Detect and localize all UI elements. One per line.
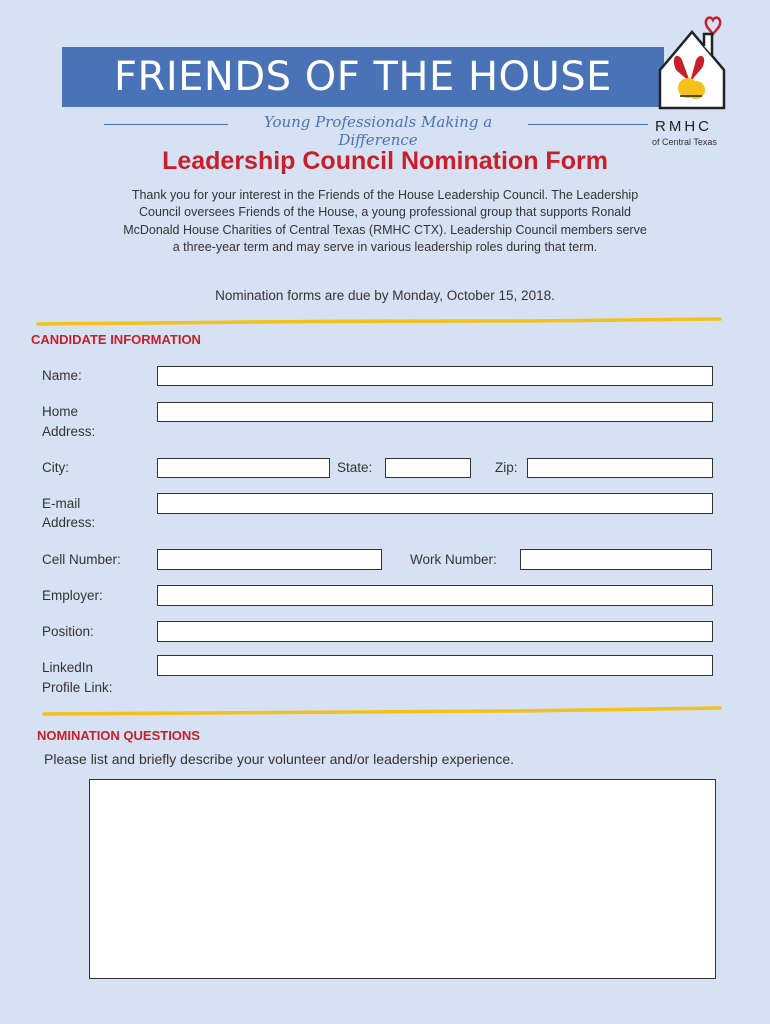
- work-number-input[interactable]: [520, 549, 712, 570]
- questions-section-heading: NOMINATION QUESTIONS: [37, 728, 200, 743]
- form-title: Leadership Council Nomination Form: [162, 147, 608, 175]
- city-label: City:: [42, 460, 69, 475]
- cell-number-label: Cell Number:: [42, 552, 121, 567]
- email-label: E-mail: [42, 496, 81, 511]
- tagline-rule-right: [528, 124, 648, 125]
- email-input[interactable]: [157, 493, 713, 514]
- position-label: Position:: [42, 624, 94, 639]
- name-input[interactable]: [157, 366, 713, 386]
- question-1-answer-box[interactable]: [89, 779, 716, 979]
- name-label: Name:: [42, 368, 82, 383]
- home-label: Home: [42, 404, 79, 419]
- tagline: Young Professionals Making a Difference: [263, 113, 493, 149]
- work-number-label: Work Number:: [410, 552, 497, 567]
- state-input[interactable]: [385, 458, 471, 478]
- zip-input[interactable]: [527, 458, 713, 478]
- employer-label: Employer:: [42, 588, 103, 603]
- linkedin-label: LinkedIn: [42, 660, 94, 675]
- city-input[interactable]: [157, 458, 330, 478]
- divider-stroke: [36, 316, 722, 328]
- state-label: State:: [337, 460, 373, 475]
- rmhc-logo-subtext: of Central Texas: [652, 137, 717, 147]
- profile-link-label: Profile Link:: [42, 680, 113, 695]
- due-date-note: Nomination forms are due by Monday, October 15, 2018.: [215, 288, 555, 303]
- candidate-section-heading: CANDIDATE INFORMATION: [31, 332, 201, 347]
- employer-input[interactable]: [157, 585, 713, 606]
- cell-number-input[interactable]: [157, 549, 382, 570]
- position-input[interactable]: [157, 621, 713, 642]
- zip-label: Zip:: [495, 460, 518, 475]
- home-address-label: Address:: [42, 424, 96, 439]
- rmhc-house-logo-icon: [652, 8, 728, 114]
- header-banner: [62, 47, 664, 107]
- email-address-label: Address:: [42, 515, 96, 530]
- home-address-input[interactable]: [157, 402, 713, 422]
- tagline-rule-left: [104, 124, 228, 125]
- linkedin-input[interactable]: [157, 655, 713, 676]
- intro-paragraph: Thank you for your interest in the Friends of the House Leadership Council. The Leadership Council oversees Friends of the House, a young professional group that supports Ronald McDonald House Charities of Central Texas (RMHC CTX). Leadership Council members serve a three-year term and may serve in various leadership roles during that term.: [123, 188, 647, 254]
- rmhc-logo-text: RMHC: [655, 118, 712, 135]
- banner-title: FRIENDS OF THE HOUSE: [114, 54, 612, 100]
- question-1-text: Please list and briefly describe your volunteer and/or leadership experience.: [44, 751, 515, 767]
- divider-stroke: [36, 705, 722, 717]
